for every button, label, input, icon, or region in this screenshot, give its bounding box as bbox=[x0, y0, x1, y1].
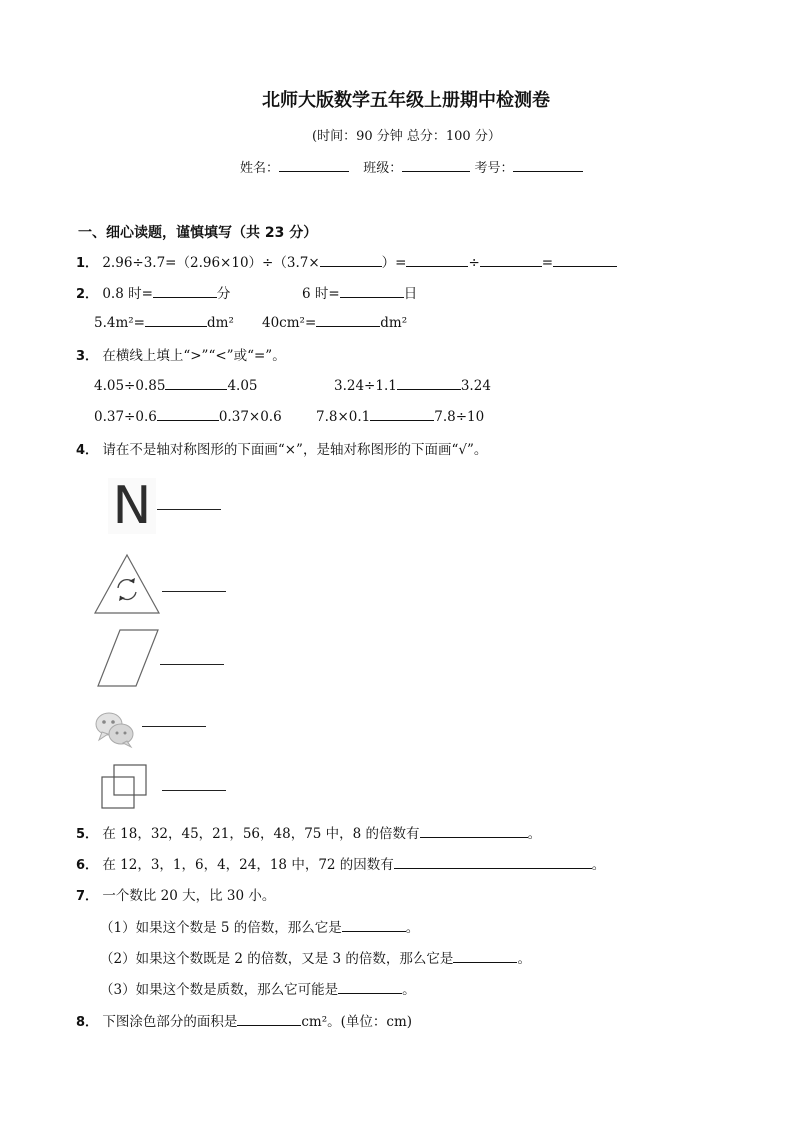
q3-text: 在横线上填上“>”“<”或“=”。 bbox=[102, 348, 286, 364]
question-number: 2． bbox=[76, 287, 99, 302]
chat-bubbles-icon bbox=[94, 710, 136, 750]
question-number: 8． bbox=[76, 1015, 99, 1030]
q7-s1-end: 。 bbox=[405, 920, 420, 936]
question-2 bbox=[76, 282, 230, 302]
q1-blank-1[interactable] bbox=[320, 253, 382, 267]
q3-b-left: 3.24÷1.1 bbox=[334, 378, 397, 394]
question-number: 6． bbox=[76, 858, 99, 873]
q1-part4: = bbox=[541, 255, 554, 271]
q5-text: 在 18，32，45，21，56，48，75 中，8 的倍数有 bbox=[102, 826, 420, 842]
q7-s2-end: 。 bbox=[517, 951, 531, 967]
exam-info: (时间：90 分钟 总分：100 分） bbox=[312, 129, 501, 144]
q3-item-a bbox=[94, 376, 258, 394]
q7-sub-1 bbox=[100, 916, 419, 936]
answer-line-bubbles[interactable] bbox=[142, 726, 206, 727]
name-field[interactable] bbox=[279, 158, 349, 172]
q7-blank-2[interactable] bbox=[453, 949, 517, 963]
q4-text: 请在不是轴对称图形的下面画“×”，是轴对称图形的下面画“√”。 bbox=[102, 442, 488, 458]
question-2-d bbox=[262, 313, 407, 331]
q1-part2: ）= bbox=[381, 255, 407, 271]
name-label: 姓名： bbox=[240, 161, 280, 176]
class-label: 班级： bbox=[363, 161, 403, 176]
q3-item-b bbox=[334, 376, 491, 394]
answer-line-squares[interactable] bbox=[162, 790, 226, 791]
exam-no-label: 考号： bbox=[474, 161, 514, 176]
q7-blank-1[interactable] bbox=[342, 918, 406, 932]
q2-a: 0.8 时= bbox=[102, 286, 153, 302]
q3-blank-d[interactable] bbox=[370, 407, 434, 421]
q1-part3: ÷ bbox=[468, 255, 480, 271]
q6-blank[interactable] bbox=[394, 855, 592, 869]
letter-n-figure bbox=[108, 478, 156, 534]
q3-d-left: 7.8×0.1 bbox=[316, 409, 371, 425]
question-8 bbox=[76, 1010, 412, 1030]
exam-no-field[interactable] bbox=[513, 158, 583, 172]
q3-blank-b[interactable] bbox=[397, 376, 461, 390]
q3-item-d bbox=[316, 407, 484, 425]
q2-b-unit: 日 bbox=[403, 286, 418, 302]
question-number: 7． bbox=[76, 889, 99, 904]
q2-a-unit: 分 bbox=[216, 286, 231, 302]
q3-blank-a[interactable] bbox=[165, 376, 227, 390]
answer-line-triangle[interactable] bbox=[162, 591, 226, 592]
q3-c-right: 0.37×0.6 bbox=[218, 409, 282, 425]
q3-blank-c[interactable] bbox=[157, 407, 219, 421]
answer-line-n[interactable] bbox=[157, 509, 221, 510]
question-number: 4． bbox=[76, 443, 99, 458]
q3-a-left: 4.05÷0.85 bbox=[94, 378, 166, 394]
q7-s2-text: （2）如果这个数既是 2 的倍数，又是 3 的倍数，那么它是 bbox=[100, 951, 454, 967]
overlapping-squares-figure bbox=[98, 762, 154, 812]
question-7 bbox=[76, 884, 275, 904]
q5-blank[interactable] bbox=[420, 824, 528, 838]
q3-a-right: 4.05 bbox=[227, 378, 258, 394]
section-heading: 一、细心读题，谨慎填写（共 23 分） bbox=[78, 225, 318, 241]
q7-s3-end: 。 bbox=[402, 982, 416, 998]
q6-text: 在 12，3，1，6，4，24，18 中，72 的因数有 bbox=[102, 857, 394, 873]
q5-end: 。 bbox=[527, 826, 542, 842]
q8-blank[interactable] bbox=[237, 1012, 301, 1026]
student-info-row bbox=[240, 157, 583, 176]
q2-c-unit: dm² bbox=[207, 315, 234, 331]
q8-text: 下图涂色部分的面积是 bbox=[102, 1014, 238, 1030]
q3-item-c bbox=[94, 407, 282, 425]
question-2-c bbox=[94, 313, 234, 331]
q6-end: 。 bbox=[591, 857, 606, 873]
class-field[interactable] bbox=[402, 158, 470, 172]
q2-blank-c[interactable] bbox=[145, 313, 207, 327]
q1-blank-3[interactable] bbox=[480, 253, 542, 267]
q2-blank-b[interactable] bbox=[340, 284, 404, 298]
question-2-b bbox=[302, 282, 417, 302]
q2-d: 40cm²= bbox=[262, 315, 317, 331]
q3-d-right: 7.8÷10 bbox=[434, 409, 485, 425]
q1-part1: 2.96÷3.7=（2.96×10）÷（3.7× bbox=[102, 255, 320, 271]
q2-blank-d[interactable] bbox=[316, 313, 380, 327]
q3-b-right: 3.24 bbox=[460, 378, 491, 394]
triangle-arrows-figure bbox=[92, 552, 162, 616]
q8-end: cm²。(单位：cm) bbox=[301, 1014, 413, 1030]
question-number: 3． bbox=[76, 349, 99, 364]
q7-s1-text: （1）如果这个数是 5 的倍数，那么它是 bbox=[100, 920, 342, 936]
question-1 bbox=[76, 251, 617, 271]
q2-d-unit: dm² bbox=[380, 315, 408, 331]
q2-blank-a[interactable] bbox=[153, 284, 217, 298]
parallelogram-figure bbox=[96, 628, 160, 688]
question-5 bbox=[76, 822, 541, 842]
q7-s3-text: （3）如果这个数是质数，那么它可能是 bbox=[100, 982, 339, 998]
q7-text: 一个数比 20 大，比 30 小。 bbox=[102, 888, 276, 904]
q7-sub-2 bbox=[100, 947, 531, 967]
question-4 bbox=[76, 438, 487, 458]
question-6 bbox=[76, 853, 605, 873]
q2-c: 5.4m²= bbox=[94, 315, 145, 331]
question-3 bbox=[76, 344, 286, 364]
q3-c-left: 0.37÷0.6 bbox=[94, 409, 157, 425]
letter-n: N bbox=[112, 476, 152, 536]
q7-blank-3[interactable] bbox=[338, 980, 402, 994]
question-number: 5． bbox=[76, 827, 99, 842]
question-number: 1． bbox=[76, 256, 99, 271]
page-title: 北师大版数学五年级上册期中检测卷 bbox=[262, 90, 550, 111]
q1-blank-2[interactable] bbox=[406, 253, 468, 267]
answer-line-parallelogram[interactable] bbox=[160, 664, 224, 665]
q1-blank-4[interactable] bbox=[553, 253, 617, 267]
q2-b: 6 时= bbox=[302, 286, 340, 302]
q7-sub-3 bbox=[100, 978, 416, 998]
